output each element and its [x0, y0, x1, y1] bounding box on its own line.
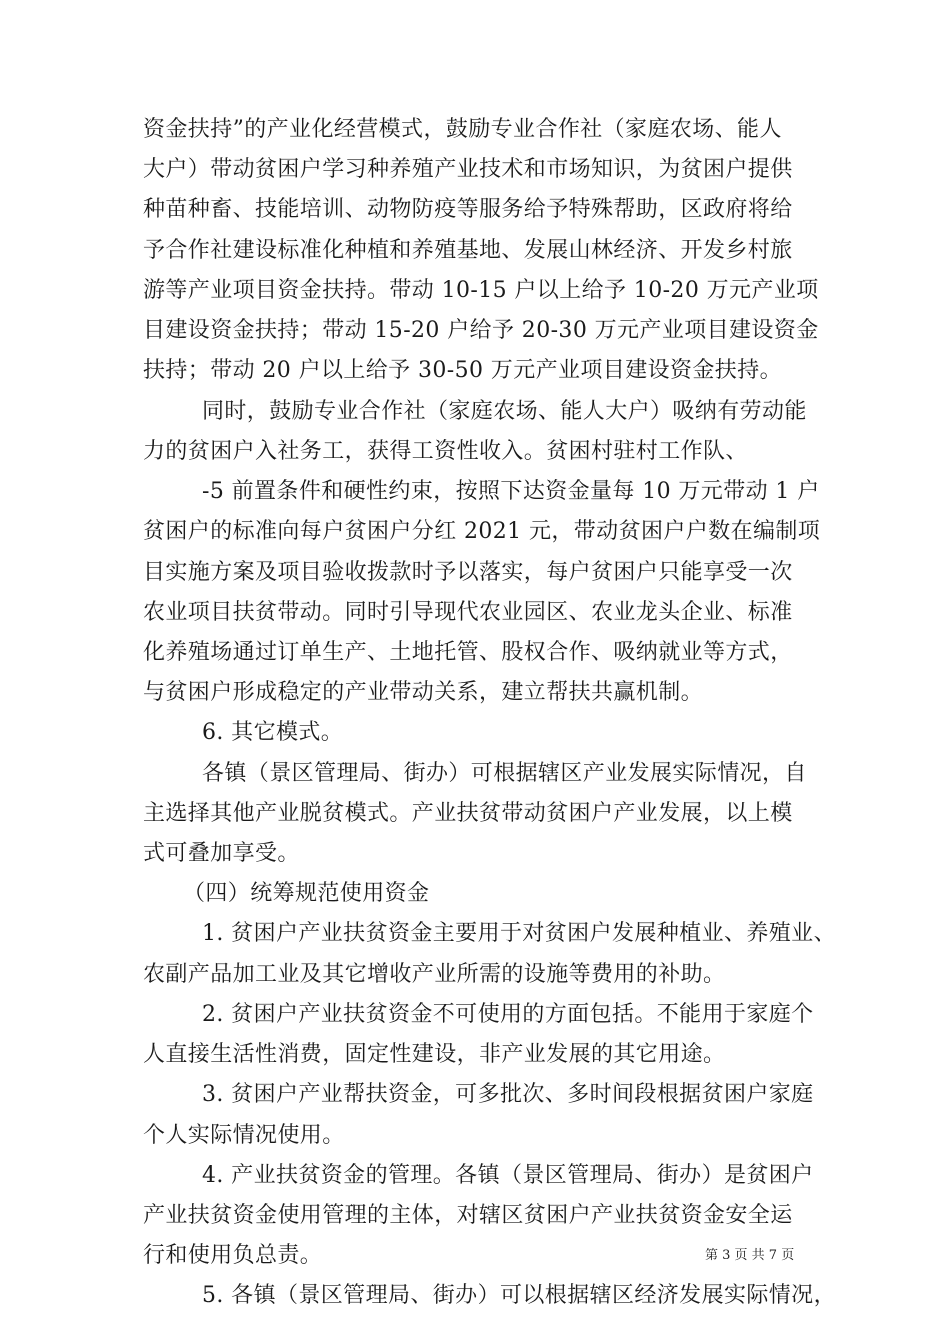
text-line: 游等产业项目资金扶持。带动 10-15 户以上给予 10-20 万元产业项 — [143, 278, 819, 303]
text-line: 农业项目扶贫带动。同时引导现代农业园区、农业龙头企业、标准 — [143, 600, 793, 625]
text-line: 1. 贫困户产业扶贫资金主要用于对贫困户发展种植业、养殖业、 — [202, 921, 836, 946]
text-line: 个人实际情况使用。 — [143, 1123, 345, 1148]
text-line: 式可叠加享受。 — [143, 841, 300, 866]
text-line: 各镇（景区管理局、街办）可根据辖区产业发展实际情况，自 — [202, 761, 807, 786]
section-heading: 6. 其它模式。 — [202, 720, 344, 745]
text-line: 目实施方案及项目验收拨款时予以落实，每户贫困户只能享受一次 — [143, 560, 793, 585]
text-line: 扶持；带动 20 户以上给予 30-50 万元产业项目建设资金扶持。 — [143, 358, 782, 383]
text-line: 2. 贫困户产业扶贫资金不可使用的方面包括。不能用于家庭个 — [202, 1002, 814, 1027]
text-line: 种苗种畜、技能培训、动物防疫等服务给予特殊帮助，区政府将给 — [143, 197, 793, 222]
text-line: 5. 各镇（景区管理局、街办）可以根据辖区经济发展实际情况， — [202, 1283, 836, 1308]
text-line: -5 前置条件和硬性约束，按照下达资金量每 10 万元带动 1 户 — [202, 479, 820, 504]
text-line: 资金扶持”的产业化经营模式，鼓励专业合作社（家庭农场、能人 — [143, 117, 782, 142]
text-line: 力的贫困户入社务工，获得工资性收入。贫困村驻村工作队、 — [143, 439, 748, 464]
text-line: 3. 贫困户产业帮扶资金，可多批次、多时间段根据贫困户家庭 — [202, 1082, 814, 1107]
text-line: 贫困户的标准向每户贫困户分红 2021 元，带动贫困户户数在编制项 — [143, 519, 821, 544]
text-line: 化养殖场通过订单生产、土地托管、股权合作、吸纳就业等方式， — [143, 640, 793, 665]
text-line: 4. 产业扶贫资金的管理。各镇（景区管理局、街办）是贫困户 — [202, 1163, 814, 1188]
text-line: 农副产品加工业及其它增收产业所需的设施等费用的补助。 — [143, 962, 726, 987]
page-number-footer: 第 3 页 共 7 页 — [705, 1248, 795, 1263]
text-line: 与贫困户形成稳定的产业带动关系，建立帮扶共赢机制。 — [143, 680, 704, 705]
text-line: 产业扶贫资金使用管理的主体，对辖区贫困户产业扶贫资金安全运 — [143, 1203, 793, 1228]
text-line: 目建设资金扶持；带动 15-20 户给予 20-30 万元产业项目建设资金 — [143, 318, 819, 343]
text-line: 同时，鼓励专业合作社（家庭农场、能人大户）吸纳有劳动能 — [202, 399, 807, 424]
text-line: 行和使用负总责。 — [143, 1243, 323, 1268]
section-heading: （四）统筹规范使用资金 — [183, 881, 430, 906]
text-line: 大户）带动贫困户学习种养殖产业技术和市场知识，为贫困户提供 — [143, 157, 793, 182]
text-line: 人直接生活性消费，固定性建设，非产业发展的其它用途。 — [143, 1042, 726, 1067]
text-line: 主选择其他产业脱贫模式。产业扶贫带动贫困户产业发展，以上模 — [143, 801, 793, 826]
text-line: 予合作社建设标准化种植和养殖基地、发展山林经济、开发乡村旅 — [143, 238, 793, 263]
